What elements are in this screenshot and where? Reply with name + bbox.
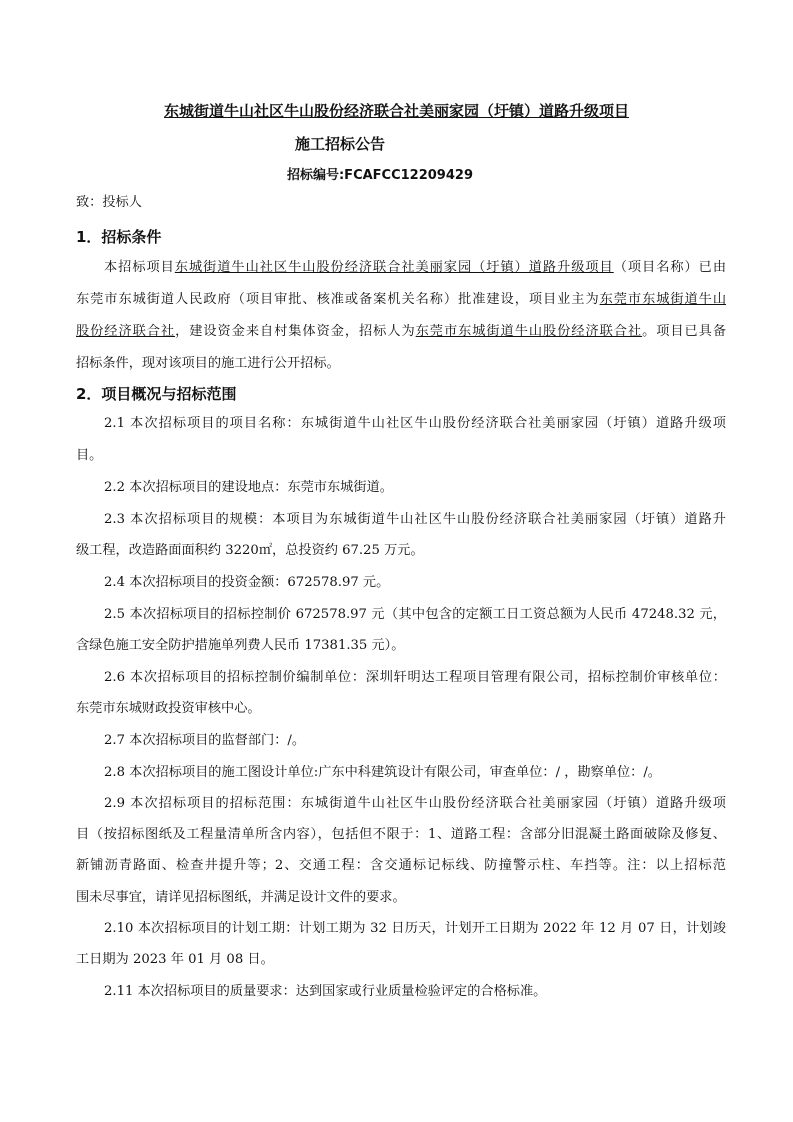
section-heading-1: 1．招标条件 [76,228,162,246]
paragraph-line: 工日期为 2023 年 01 月 08 日。 [76,952,274,967]
paragraph-line: 东莞市东城财政投资审核中心。 [76,701,261,716]
project-title: 东城街道牛山社区牛山股份经济联合社美丽家园（圩镇）道路升级项目 [163,102,629,120]
paragraph-line: 招标条件，现对该项目的施工进行公开招标。 [76,356,340,371]
paragraph-line: 2.5 本次招标项目的招标控制价 672578.97 元（其中包含的定额工日工资总额为人民币 47248.32 元， [104,607,726,622]
salutation: 致：投标人 [76,195,142,210]
paragraph-line: 2.1 本次招标项目的项目名称：东城街道牛山社区牛山股份经济联合社美丽家园（圩镇）道路升级项 [104,416,726,431]
paragraph-line: 级工程，改造路面面积约 3220㎡，总投资约 67.25 万元。 [76,543,424,558]
paragraph-line: 2.10 本次招标项目的计划工期：计划工期为 32 日历天，计划开工日期为 2022 年 12 月 07 日，计划竣 [104,921,726,936]
notice-title: 施工招标公告 [294,135,385,153]
paragraph-line: 2.2 本次招标项目的建设地点：东莞市东城街道。 [104,480,393,495]
paragraph-line: 东莞市东城街道人民政府（项目审批、核准或备案机关名称）批准建设，项目业主为东莞市东城街道牛山 [76,292,727,307]
paragraph-line: 2.4 本次招标项目的投资金额：672578.97 元。 [104,575,390,590]
paragraph-line: 目（按招标图纸及工程量清单所含内容），包括但不限于：1、道路工程：含部分旧混凝土路面破除及修复、 [76,827,726,842]
paragraph-line: 2.11 本次招标项目的质量要求：达到国家或行业质量检验评定的合格标准。 [104,984,547,999]
paragraph-line: 2.3 本次招标项目的规模：本项目为东城街道牛山社区牛山股份经济联合社美丽家园（圩镇）道路升 [104,512,726,527]
paragraph-line: 新铺沥青路面、检查井提升等；2、交通工程：含交通标记标线、防撞警示柱、车挡等。注：以上招标范 [76,858,726,873]
paragraph-line: 股份经济联合社，建设资金来自村集体资金，招标人为东莞市东城街道牛山股份经济联合社。项目已具备 [76,324,727,339]
paragraph-line: 2.9 本次招标项目的招标范围：东城街道牛山社区牛山股份经济联合社美丽家园（圩镇）道路升级项 [104,796,726,811]
paragraph-line: 围未尽事宜，请详见招标图纸，并满足设计文件的要求。 [76,890,406,905]
paragraph-line: 含绿色施工安全防护措施单列费人民币 17381.35 元）。 [76,638,405,653]
paragraph-line: 2.7 本次招标项目的监督部门：/。 [104,733,306,748]
paragraph-line: 2.8 本次招标项目的施工图设计单位:广东中科建筑设计有限公司，审查单位：/ ，勘察单位：/。 [104,765,661,780]
section-heading-2: 2．项目概况与招标范围 [76,385,237,403]
bid-code: 招标编号:FCAFCC12209429 [286,168,473,183]
paragraph-line: 2.6 本次招标项目的招标控制价编制单位：深圳轩明达工程项目管理有限公司，招标控制价审核单位： [104,670,726,685]
paragraph-line: 本招标项目东城街道牛山社区牛山股份经济联合社美丽家园（圩镇）道路升级项目（项目名称）已由 [104,260,727,275]
paragraph-line: 目。 [76,448,103,463]
